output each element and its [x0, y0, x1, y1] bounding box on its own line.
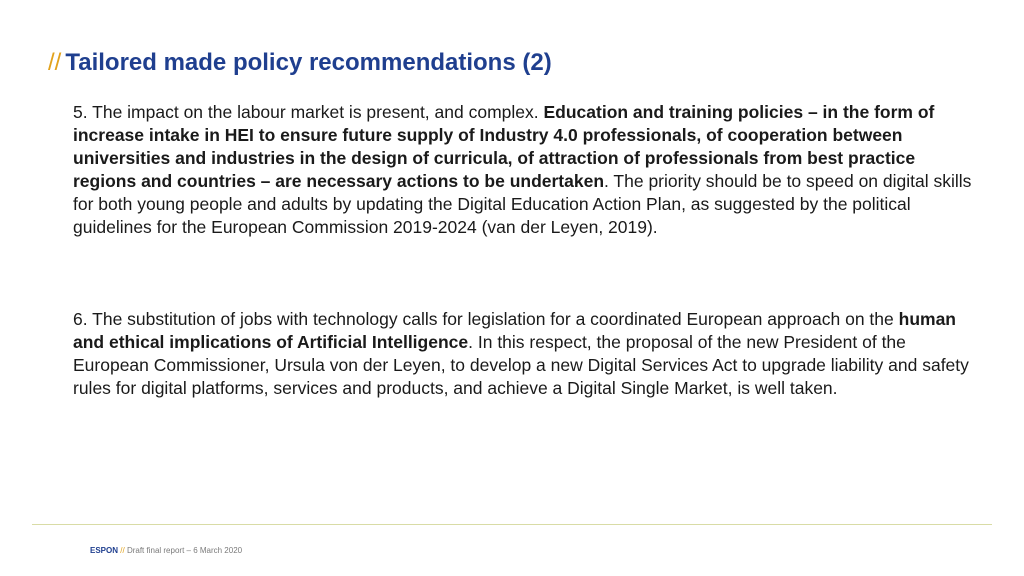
- slide-title: [48, 46, 552, 80]
- paragraph-1-rest: . The priority should be to speed on digital skills for both young people and adults by updating the Digital Education Action Plan, as suggested by the political guidelines for the European Commission 2019-2024 (van der Leyen, 2019).: [73, 171, 972, 237]
- title-text: Tailored made policy recommendations (2): [65, 49, 552, 76]
- footer-text: Draft final report – 6 March 2020: [126, 546, 243, 555]
- paragraph-1-intro: 5. The impact on the labour market is present, and complex.: [73, 102, 544, 122]
- footer-divider: [32, 524, 992, 525]
- paragraph-2-rest: . In this respect, the proposal of the new President of the European Commissioner, Ursula von der Leyen, to develop a new Digital Services Act to upgrade liability and safety rules for digital platforms, services and products, and achieve a Digital Single Market, is well taken.: [73, 332, 969, 398]
- title-slashes: //: [48, 49, 62, 76]
- paragraph-labour-market: [73, 101, 973, 239]
- paragraph-ai-legislation: [73, 308, 973, 400]
- footer-separator: //: [120, 546, 125, 555]
- paragraph-2-emphasis: human and ethical implications of Artificial Intelligence: [73, 309, 956, 352]
- footer: [90, 546, 242, 555]
- paragraph-2-intro: 6. The substitution of jobs with technology calls for legislation for a coordinated European approach on the: [73, 309, 899, 329]
- paragraph-1-emphasis: Education and training policies – in the form of increase intake in HEI to ensure future supply of Industry 4.0 professionals, of cooperation between universities and industries in the design of curricula, of attraction of professionals from best practice regions and countries – are necessary actions to be undertaken: [73, 102, 935, 191]
- footer-brand: ESPON: [90, 546, 119, 555]
